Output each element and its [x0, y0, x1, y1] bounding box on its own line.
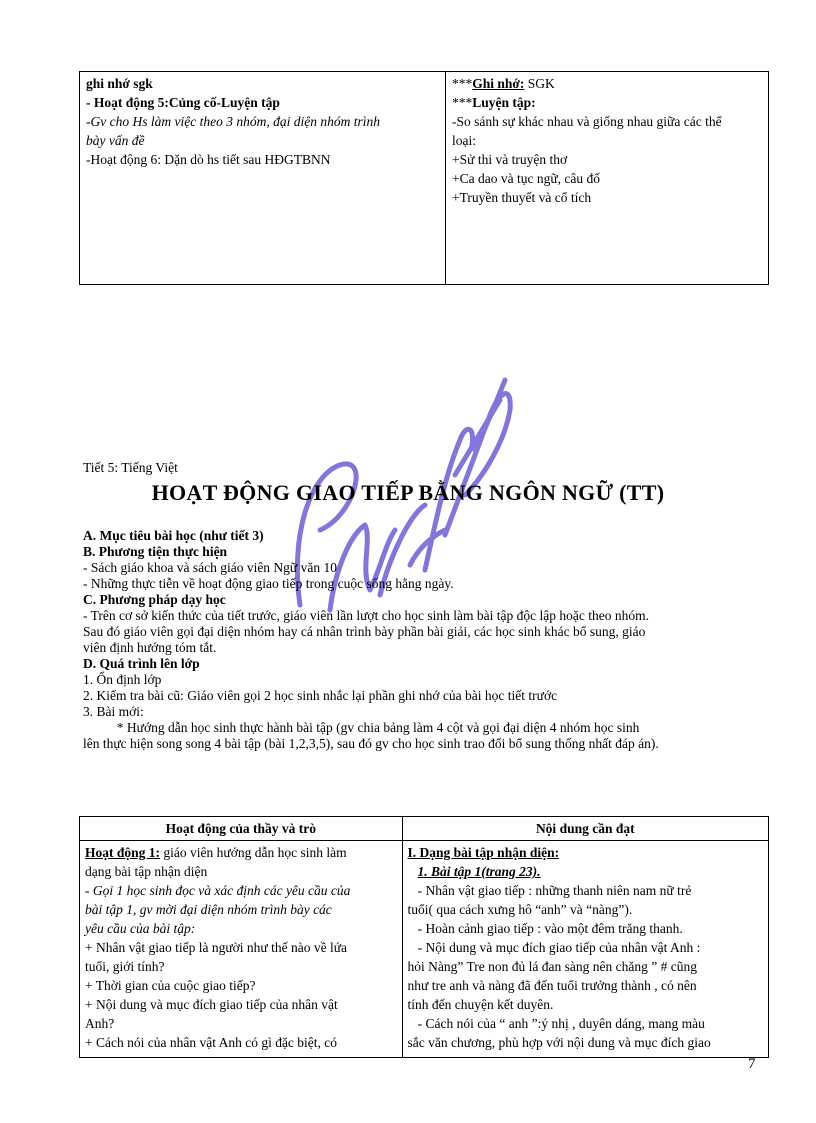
- text-line: yêu cầu của bài tập:: [85, 921, 196, 936]
- text-line: bày vấn đề: [86, 133, 145, 148]
- luyentap-prefix: ***: [452, 95, 473, 110]
- lesson-period: Tiết 5: Tiếng Việt: [83, 460, 178, 475]
- text-line: - Sách giáo khoa và sách giáo viên Ngữ văn 10: [83, 560, 337, 575]
- text-line: hỏi Nàng” Tre non đủ lá đan sàng nên chăng ” # cũng: [407, 959, 697, 974]
- top-left-lines: [86, 74, 440, 169]
- text-line: - Cách nói của “ anh ”:ý nhị , duyên dáng, mang màu: [407, 1016, 705, 1031]
- text-line: - Những thực tiễn về hoạt động giao tiếp trong cuộc sống hằng ngày.: [83, 576, 454, 591]
- text-line: -Hoạt động 6: Dặn dò hs tiết sau HĐGTBNN: [86, 152, 331, 167]
- text-line: + Thời gian của cuộc giao tiếp?: [85, 978, 256, 993]
- activity-lines: [85, 862, 397, 1052]
- lesson-body: [83, 528, 763, 752]
- text-line: bài tập 1, gv mời đại diện nhóm trình bày các: [85, 902, 332, 917]
- text-line: -Gv cho Hs làm việc theo 3 nhóm, đại diện nhóm trình: [86, 114, 380, 129]
- text-line: tính đến chuyện kết duyên.: [407, 997, 554, 1012]
- page-number: 7: [748, 1056, 756, 1072]
- text-line: ghi nhớ sgk: [86, 76, 153, 91]
- text-line: +Ca dao và tục ngữ, câu đố: [452, 171, 601, 186]
- luyentap-line: [452, 93, 763, 112]
- text-line: sắc văn chương, phù hợp với nội dung và mục đích giao: [407, 1035, 711, 1050]
- text-line: + Nội dung và mục đích giao tiếp của nhân vật: [85, 997, 338, 1012]
- text-line: D. Quá trình lên lớp: [83, 656, 200, 671]
- text-line: viên định hướng tóm tắt.: [83, 640, 217, 655]
- section-heading: I. Dạng bài tập nhận diện:: [407, 845, 560, 860]
- text-line: * Hướng dẫn học sinh thực hành bài tập (gv chia bảng làm 4 cột và gọi đại diện 4 nhóm học sinh: [83, 720, 640, 735]
- ghinho-prefix: ***: [452, 76, 473, 91]
- text-line: Anh?: [85, 1016, 115, 1031]
- text-line: - Hoạt động 5:Củng cố-Luyện tập: [86, 95, 280, 110]
- activity-1-label: Hoạt động 1:: [85, 845, 161, 860]
- top-table-left-cell: [80, 72, 446, 285]
- top-table-right-cell: [446, 72, 769, 285]
- text-line: loại:: [452, 133, 477, 148]
- ghinho-line: [452, 74, 763, 93]
- text-line: - Gọi 1 học sinh đọc và xác định các yêu cầu của: [85, 883, 351, 898]
- text-line: + Cách nói của nhân vật Anh có gì đặc biệt, có: [85, 1035, 338, 1050]
- luyentap-label: Luyện tập:: [472, 95, 536, 110]
- main-table: [79, 816, 769, 1058]
- ghinho-label: Ghi nhớ:: [472, 76, 525, 91]
- content-cell: [402, 841, 768, 1058]
- content-lines: [408, 881, 763, 1052]
- text-line: như tre anh và nàng đã đến tuổi trưởng thành , có nên: [407, 978, 697, 993]
- text-line: +Sử thi và truyện thơ: [452, 152, 568, 167]
- text-line: 2. Kiểm tra bài cũ: Giáo viên gọi 2 học sinh nhắc lại phần ghi nhớ của bài học tiết trước: [83, 688, 558, 703]
- text-line: - Trên cơ sở kiến thức của tiết trước, giáo viên lần lượt cho học sinh làm bài tập độc lập hoặc theo nhóm.: [83, 608, 649, 623]
- text-line: A. Mục tiêu bài học (như tiết 3): [83, 528, 264, 543]
- lesson-title: HOẠT ĐỘNG GIAO TIẾP BẰNG NGÔN NGỮ (TT): [151, 480, 665, 505]
- text-line: B. Phương tiện thực hiện: [83, 544, 228, 559]
- activity-cell: [80, 841, 403, 1058]
- header-content: Nội dung cần đạt: [402, 817, 768, 841]
- activity-1-text: giáo viên hướng dẫn học sinh làm: [160, 845, 347, 860]
- text-line: dạng bài tập nhận diện: [85, 864, 208, 879]
- text-line: Sau đó giáo viên gọi đại diện nhóm hay cá nhân trình bày phần bài giải, các học sinh khác bổ sung, giáo: [83, 624, 646, 639]
- text-line: 1. Ổn định lớp: [83, 672, 162, 687]
- header-teacher-student: Hoạt động của thầy và trò: [80, 817, 403, 841]
- ghinho-value: SGK: [524, 76, 555, 91]
- text-line: - Hoàn cảnh giao tiếp : vào một đêm trăng thanh.: [407, 921, 683, 936]
- text-line: - Nhân vật giao tiếp : những thanh niên nam nữ trẻ: [407, 883, 692, 898]
- text-line: tuổi, giới tính?: [85, 959, 165, 974]
- top-table: [79, 71, 769, 285]
- exercise-heading: 1. Bài tập 1(trang 23).: [417, 864, 541, 879]
- text-line: - Nội dung và mục đích giao tiếp của nhân vật Anh :: [407, 940, 701, 955]
- text-line: +Truyền thuyết và cổ tích: [452, 190, 592, 205]
- text-line: C. Phương pháp dạy học: [83, 592, 226, 607]
- text-line: + Nhân vật giao tiếp là người như thế nào về lứa: [85, 940, 348, 955]
- text-line: tuổi( qua cách xưng hô “anh” và “nàng”).: [407, 902, 633, 917]
- activity-1-line: [85, 843, 397, 862]
- text-line: -So sánh sự khác nhau và giống nhau giữa các thể: [452, 114, 722, 129]
- text-line: lên thực hiện song song 4 bài tập (bài 1,2,3,5), sau đó gv cho học sinh trao đổi bổ sung thống nhất đáp án).: [83, 736, 659, 751]
- text-line: 3. Bài mới:: [83, 704, 144, 719]
- top-right-lines: [452, 112, 763, 207]
